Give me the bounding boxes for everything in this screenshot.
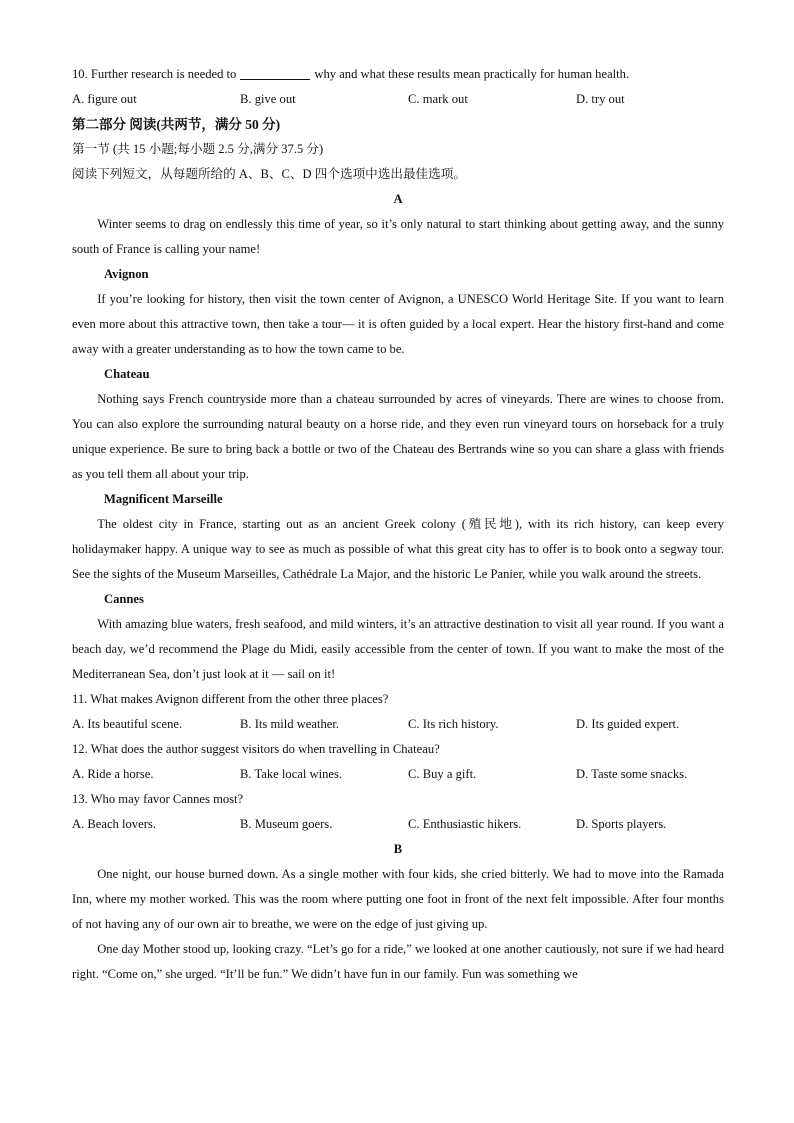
section-1-title: 第一节 (共 15 小题;每小题 2.5 分,满分 37.5 分) bbox=[72, 142, 324, 156]
q10-stem-before: 10. Further research is needed to bbox=[72, 67, 237, 81]
option-a: A. Ride a horse. bbox=[72, 767, 154, 781]
heading-marseille: Magnificent Marseille bbox=[104, 492, 223, 506]
option-a: A. Beach lovers. bbox=[72, 817, 156, 831]
passage-b-paragraph-2: One day Mother stood up, looking crazy. “Let’s go for a ride,” we looked at one another cautiously, not sure if we had heard right. “Come on,” she urged. “It’ll be fun.” We didn’t have fun in our family. Fun was something we bbox=[72, 942, 724, 981]
paragraph-cannes: With amazing blue waters, fresh seafood, and mild winters, it’s an attractive destination to visit all year round. If you want a beach day, we’d recommend the Plage du Midi, easily accessible from the center of town. If you want to make the most of the Mediterranean Sea, don’t just look at it — sail on it! bbox=[72, 617, 724, 681]
option-b: B. Its mild weather. bbox=[240, 717, 339, 731]
option-b: B. Take local wines. bbox=[240, 767, 343, 781]
reading-instruction: 阅读下列短文，从每题所给的 A、B、C、D 四个选项中选出最佳选项。 bbox=[72, 167, 466, 181]
passage-a-label: A bbox=[393, 192, 403, 206]
option-b: B. give out bbox=[240, 92, 296, 106]
option-c: C. Its rich history. bbox=[408, 717, 499, 731]
option-c: C. Enthusiastic hikers. bbox=[408, 817, 522, 831]
heading-chateau: Chateau bbox=[104, 367, 150, 381]
page-content bbox=[72, 62, 724, 987]
heading-cannes: Cannes bbox=[104, 592, 144, 606]
question-10-options bbox=[72, 87, 724, 112]
option-a: A. figure out bbox=[72, 92, 137, 106]
part-2-title: 第二部分 阅读(共两节，满分 50 分) bbox=[72, 117, 281, 132]
passage-a-intro: Winter seems to drag on endlessly this time of year, so it’s only natural to start thinking about getting away, and the sunny south of France is calling your name! bbox=[72, 217, 724, 256]
question-12-options bbox=[72, 762, 724, 787]
passage-b-label: B bbox=[393, 842, 403, 856]
answer-blank bbox=[240, 65, 310, 80]
question-12-stem: 12. What does the author suggest visitors do when travelling in Chateau? bbox=[72, 742, 440, 756]
option-a: A. Its beautiful scene. bbox=[72, 717, 183, 731]
paragraph-marseille: The oldest city in France, starting out as an ancient Greek colony (殖民地), with its rich history, can keep every holidaymaker happy. A unique way to see as much as possible of what this great city has to offer is to book onto a segway tour. See the sights of the Museum Marseilles, Cathédrale La Major, and the historic Le Panier, while you walk around the streets. bbox=[72, 517, 724, 581]
heading-avignon: Avignon bbox=[104, 267, 149, 281]
option-d: D. Sports players. bbox=[576, 817, 667, 831]
question-11-options bbox=[72, 712, 724, 737]
option-d: D. try out bbox=[576, 92, 625, 106]
q10-stem-after: why and what these results mean practically for human health. bbox=[314, 67, 630, 81]
paragraph-avignon: If you’re looking for history, then visit the town center of Avignon, a UNESCO World Heritage Site. If you want to learn even more about this attractive town, then take a tour— it is often guided by a local expert. Hear the history first-hand and come away with a greater understanding as to how the town came to be. bbox=[72, 292, 724, 356]
question-13-stem: 13. Who may favor Cannes most? bbox=[72, 792, 244, 806]
option-c: C. Buy a gift. bbox=[408, 767, 477, 781]
question-10-stem bbox=[72, 62, 724, 87]
option-c: C. mark out bbox=[408, 92, 468, 106]
option-b: B. Museum goers. bbox=[240, 817, 333, 831]
passage-b-paragraph-1: One night, our house burned down. As a single mother with four kids, she cried bitterly. We had to move into the Ramada Inn, where my mother worked. This was the room where putting one foot in front of the next felt impossible. After four months of not having any of our own air to breathe, we were on the edge of just giving up. bbox=[72, 867, 724, 931]
option-d: D. Taste some snacks. bbox=[576, 767, 688, 781]
question-13-options bbox=[72, 812, 724, 837]
option-d: D. Its guided expert. bbox=[576, 717, 680, 731]
paragraph-chateau: Nothing says French countryside more than a chateau surrounded by acres of vineyards. There are wines to choose from. You can also explore the surrounding natural beauty on a horse ride, and they even run vineyard tours on horseback for a truly unique experience. Be sure to bring back a bottle or two of the Chateau des Bertrands wine so you can share a glass with friends as you tell them all about your trip. bbox=[72, 392, 724, 481]
question-11-stem: 11. What makes Avignon different from the other three places? bbox=[72, 692, 389, 706]
